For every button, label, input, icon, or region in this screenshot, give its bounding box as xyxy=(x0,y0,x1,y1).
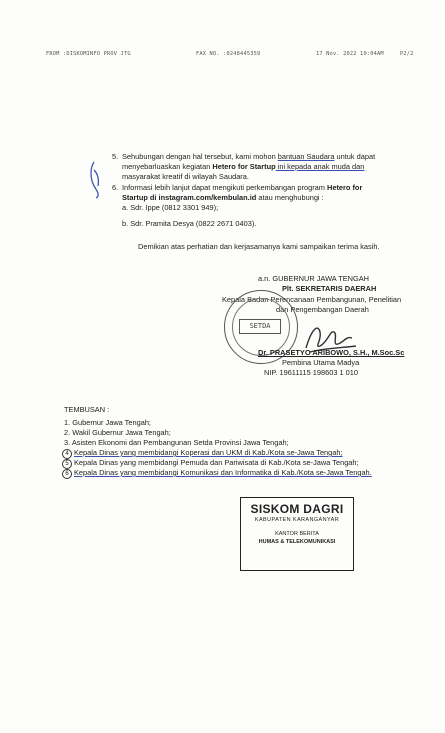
signature-line2: Plt. SEKRETARIS DAERAH xyxy=(282,284,377,293)
tembusan-text: Asisten Ekonomi dan Pembangunan Setda Provinsi Jawa Tengah; xyxy=(71,438,289,447)
tembusan-num: 2. xyxy=(64,428,71,437)
item-6-line2-end: atau menghubungi : xyxy=(256,193,324,202)
signatory-name: Dr. PRASETYO ARIBOWO, S.H., M.Soc.Sc xyxy=(258,348,405,357)
signature-line4: dan Pengembangan Daerah xyxy=(276,305,369,314)
item-6 xyxy=(112,183,362,193)
tembusan-text: Kepala Dinas yang membidangi Komunikasi dan Informatika di Kab./Kota se-Jawa Tengah. xyxy=(74,468,372,477)
contact-a: a. Sdr. Ippe (0812 3301 949); xyxy=(122,203,219,212)
stamp-line2: HUMAS & TELEKOMUNIKASI xyxy=(258,539,336,545)
item-5-text: Sehubungan dengan hal tersebut, kami mohon xyxy=(122,152,278,161)
tembusan-text: Kepala Dinas yang membidangi Pemuda dan Pariwisata di Kab./Kota se-Jawa Tengah; xyxy=(74,458,359,467)
item-5-line2 xyxy=(122,162,364,172)
tembusan-text: Wakil Gubernur Jawa Tengah; xyxy=(72,428,171,437)
fax-datetime: 17 Nov. 2022 10:04AM xyxy=(316,51,384,57)
hetero-for-startup: Hetero for Startup xyxy=(212,162,276,171)
signature-line3: Kepala Badan Perencanaan Pembangunan, Penelitian xyxy=(222,295,402,304)
fax-from: FROM :DISKOMINFO PROV JTG xyxy=(46,51,131,57)
circled-number: 5 xyxy=(62,459,72,469)
tembusan-item-6 xyxy=(62,468,372,479)
tembusan-item-3 xyxy=(64,438,289,448)
contact-b: b. Sdr. Pramita Desya (0822 2671 0403). xyxy=(122,219,257,228)
tembusan-text: Kepala Dinas yang membidangi Koperasi dan UKM di Kab./Kota se-Jawa Tengah; xyxy=(74,448,343,457)
tembusan-num: 1. xyxy=(64,418,71,427)
item-5 xyxy=(112,152,375,162)
seal-label: SETDA xyxy=(239,319,281,334)
signatory-rank: Pembina Utama Madya xyxy=(282,358,360,367)
circled-number: 6 xyxy=(62,469,72,479)
tembusan-item-2 xyxy=(64,428,171,438)
item-6-line2 xyxy=(122,193,324,203)
tembusan-text: Gubernur Jawa Tengah; xyxy=(72,418,151,427)
tembusan-num: 3. xyxy=(64,438,71,447)
instagram-link: Startup di instagram.com/kembulan.id xyxy=(122,193,257,202)
item-6-bold: Hetero for xyxy=(327,183,363,192)
item-5-line3: masyarakat kreatif di wilayah Saudara. xyxy=(122,172,249,181)
closing-text: Demikian atas perhatian dan kerjasamanya kami sampaikan terima kasih. xyxy=(138,242,380,251)
stamp-title: SISKOM DAGRI xyxy=(250,502,344,516)
pen-mark-icon xyxy=(86,160,110,200)
receipt-stamp xyxy=(240,497,354,571)
circled-number: 4 xyxy=(62,449,72,459)
stamp-line1: KANTOR BERITA xyxy=(275,531,319,537)
fax-page: P2/2 xyxy=(400,51,414,57)
item-5-text-end: untuk dapat xyxy=(334,152,376,161)
item-5-line2-text: menyebarluaskan kegiatan xyxy=(122,162,213,171)
item-6-number: 6. xyxy=(112,183,119,192)
signature-line1: a.n. GUBERNUR JAWA TENGAH xyxy=(258,274,370,283)
item-5-underlined: bantuan Saudara xyxy=(277,152,335,161)
item-5-number: 5. xyxy=(112,152,119,161)
item-6-text: Informasi lebih lanjut dapat mengikuti perkembangan program xyxy=(122,183,327,192)
item-5-line2-end: ini kepada anak muda dan xyxy=(275,162,365,171)
tembusan-item-1 xyxy=(64,418,151,428)
tembusan-title: TEMBUSAN : xyxy=(64,405,110,414)
signatory-nip: NIP. 19611115 198603 1 010 xyxy=(264,368,358,377)
fax-number: FAX NO. :0248445359 xyxy=(196,51,261,57)
stamp-subtitle: KABUPATEN KARANGANYAR xyxy=(254,517,340,523)
